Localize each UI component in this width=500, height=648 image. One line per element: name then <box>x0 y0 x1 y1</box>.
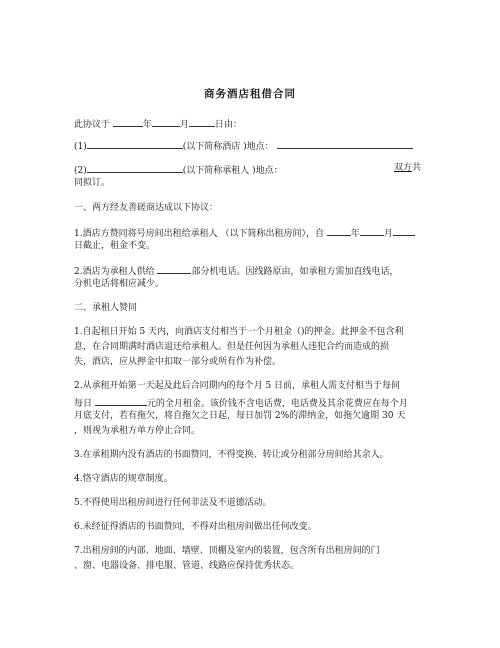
clause-2-7-line-2: 、窗、电器设备、排电服、管道、线路应保持优秀状态。 <box>74 561 300 571</box>
clause-month-blank <box>360 225 384 236</box>
clause-2-1-line-3: 失，酒店，应从押金中扣取一部分或所有作为补偿。 <box>74 357 282 367</box>
party-1-line: (1) (以下简称酒店 )地点： <box>74 138 413 153</box>
clause-1-2-line-1: 2.酒店为承租人供给 部分机电话。因线路原由，如承租方需加直线电话， <box>74 263 398 278</box>
clause-1-2-line-2: 分机电话将相应减少。 <box>74 279 165 289</box>
party-2-name-blank <box>87 162 183 173</box>
clause-2-2-line-1: 2.从承租开始第一天起及此后合同期内的每个月 5 日前，承租人需支付相当于每间 <box>74 381 401 391</box>
section-2-heading: 二、承租人赞同 <box>74 303 138 313</box>
clause-2-1-line-2: 息，在合同期满时酒店退还给承租人。但是任何因为承租人违犯合约而造成的损 <box>74 342 390 352</box>
clause-2-2-line-2: 每日 元的全月租金。该价钱不含电话费，电话费及其余花费应在每个月 <box>74 395 408 410</box>
party-2-line: (2) (以下简称承租人 )地点： <box>74 162 283 177</box>
year-blank <box>113 116 143 127</box>
clause-day-blank <box>393 225 415 236</box>
clause-1-1-line-1: 1.酒店方赞同将号房间出租给承租人 （以下简称出租房间），自 年 月 <box>74 225 415 240</box>
clause-2-3: 3.在承租期内没有酒店的书面赞同，不得变换、转让或分租部分房间给其余人。 <box>74 450 389 460</box>
month-blank <box>152 116 180 127</box>
intro-line: 此协议于 年 月 日由： <box>74 116 242 131</box>
section-1-heading: 一、两方经友善磋商达成以下协议： <box>74 203 219 213</box>
party-1-address-blank <box>277 138 413 149</box>
daily-rate-blank <box>95 395 147 406</box>
clause-2-4: 4.恪守酒店的规章制度。 <box>74 474 173 484</box>
party-2-line-cont: 同拟订。 <box>74 178 111 188</box>
clause-2-7-line-1: 7.出租房间的内部、地面、墙壁、顶棚及室内的装置，包含所有出租房间的门 <box>74 546 380 556</box>
clause-1-1-line-2: 日截止，租金不变。 <box>74 241 156 251</box>
clause-2-1-line-1: 1.自起租日开始 5 天内，向酒店支付相当于一个月租金（)的押金。此押金不包含利 <box>74 327 404 337</box>
phone-count-blank <box>157 263 191 274</box>
day-blank <box>189 116 215 127</box>
clause-2-5: 5.不得使用出租房间进行任何非法及不道德活动。 <box>74 498 272 508</box>
clause-2-2-line-3: 月底支付，若有拖欠，将自拖欠之日起，每日加罚 2%的滞纳金，如拖欠逾期 30 天 <box>74 411 406 421</box>
clause-2-2-line-4: ，则视为承租方单方停止合同。 <box>74 426 201 436</box>
both-parties-word: 双方共 <box>394 163 422 173</box>
clause-2-6: 6.未经征得酒店的书面赞同，不得对出租房间做出任何改变。 <box>74 522 317 532</box>
clause-year-blank <box>327 225 351 236</box>
party-1-name-blank <box>87 138 183 149</box>
document-title: 商务酒店租借合同 <box>204 88 296 100</box>
